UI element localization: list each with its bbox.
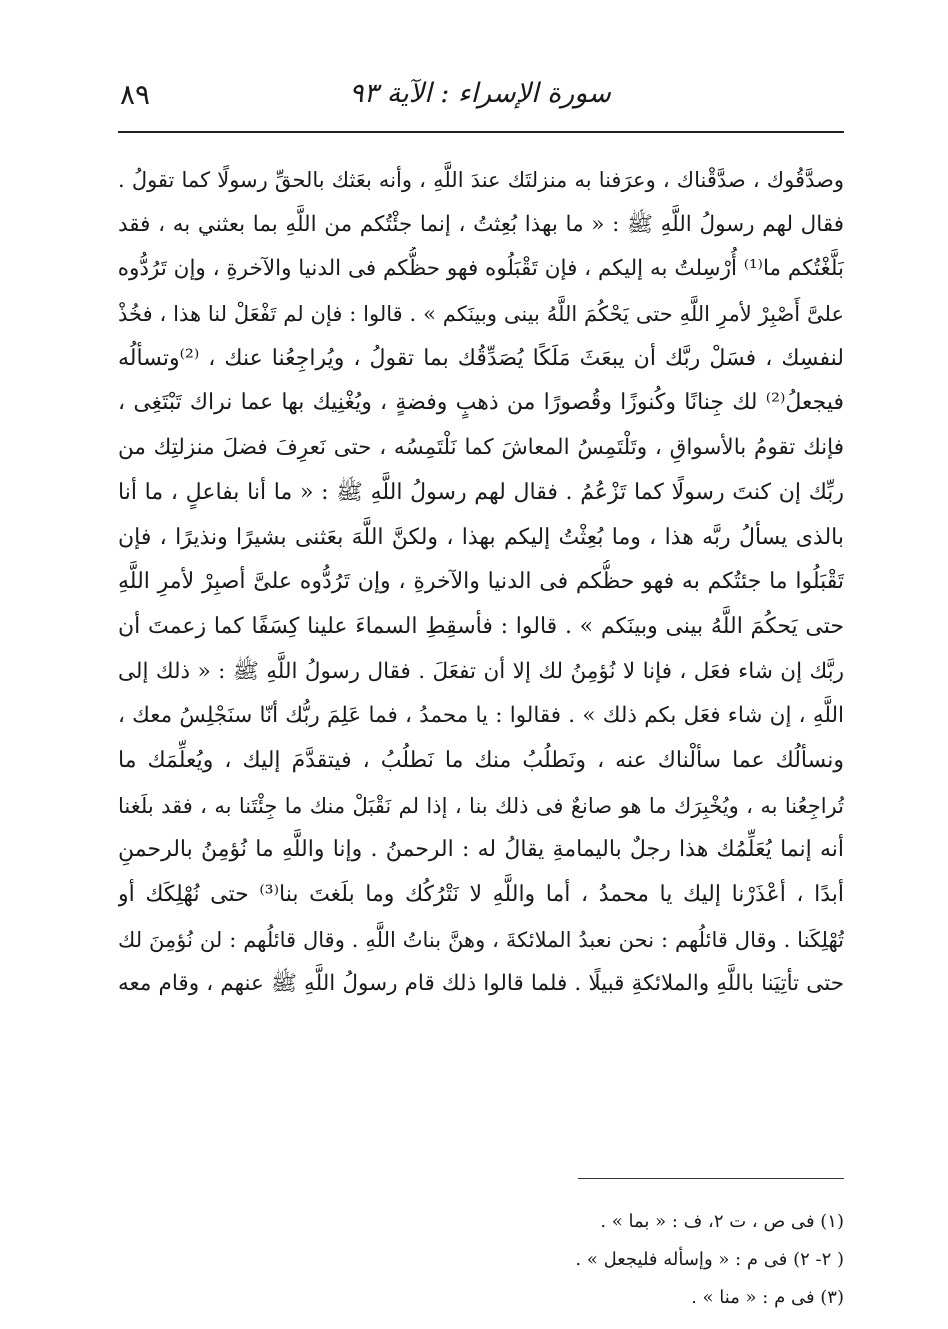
page-header: [120, 78, 840, 118]
footnote: (٣) فى م : « منا » .: [691, 1287, 844, 1308]
body-line: وصدَّقُوك ، صدَّقْناك ، وعرَفنا به منزلتَك عندَ اللَّهِ ، وأنه بعَثك بالحقِّ رسولًا كما تقولُ .: [118, 168, 844, 192]
body-line: لنفسِك ، فسَلْ ربَّك أن يبعَثَ مَلَكًا يُصَدِّقُك بما تقولُ ، ويُراجِعُنا عنك ، ⁽²⁾وتسألُه: [118, 345, 844, 371]
body-text: [118, 158, 844, 1007]
footnotes: [118, 1203, 844, 1317]
body-line: حتى يَحكُمَ اللَّهُ بينى وبينَكم » . قالوا : فأسقِطِ السماءَ علينا كِسَفًا كما زعمتَ أن: [118, 613, 844, 639]
body-line: تَقْبَلُوا ما جئتُكم به فهو حظُّكم فى الدنيا والآخرةِ ، وإن تَرُدُّوه علىَّ أصبِرْ لأمرِ اللَّهِ: [118, 569, 844, 595]
body-line: تُهْلِكَنا . وقال قائلُهم : نحن نعبدُ الملائكةَ ، وهنَّ بناتُ اللَّهِ . وقال قائلُهم : لن نُؤمِنَ لك: [118, 927, 844, 952]
body-line: تُراجِعُنا به ، ويُخْبِرَك ما هو صانعٌ فى ذلك بنا ، إذا لم نَقْبَلْ منك ما جِئْتَنا به ، فقد بلَغنا: [118, 793, 844, 818]
running-title: سورة الإسراء : الآية ٩٣: [349, 78, 611, 109]
body-line: ربَّك إن شاء فعَل ، فإنا لا نُؤمِنُ لك إلا أن تفعَلَ . فقال رسولُ اللَّهِ ﷺ : « ذلك إلى: [118, 658, 844, 684]
body-line: بالذى يسألُ ربَّه هذا ، وما بُعِثْتُ إليكم بهذا ، ولكنَّ اللَّهَ بعَثنى بشيرًا ونذيرًا ، فإن: [118, 524, 844, 550]
body-line: ونسألُك عما سألْناك عنه ، ونَطلُبُ منك ما نَطلُبُ ، فيتقدَّمَ إليك ، ويُعلِّمَك ما: [118, 747, 844, 773]
body-line: فقال لهم رسولُ اللَّهِ ﷺ : « ما بهذا بُعِثتُ ، إنما جئْتُكم من اللَّهِ بما بعثني به ، فقد: [118, 211, 844, 237]
page-number: ٨٩: [120, 78, 151, 111]
body-line: أبدًا ، أعْذَرْنا إليك يا محمدُ ، أما واللَّهِ لا نَتْرُكُك وما بلَغتَ بنا⁽³⁾ حتى نُهْلِكَك أو: [118, 882, 844, 907]
body-line: ربِّك إن كنتَ رسولًا كما تَزْعُمُ . فقال لهم رسولُ اللَّهِ ﷺ : « ما أنا بفاعلٍ ، ما أنا: [118, 479, 844, 505]
body-line: علىَّ أَصْبِرْ لأمرِ اللَّهِ حتى يَحْكُمَ اللَّهُ بينى وبينَكم » . قالوا : فإن لم تَفْعَلْ لنا هذا ، فخُذْ: [118, 302, 844, 327]
body-line: حتى تأتِيَنا باللَّهِ والملائكةِ قبيلًا . فلما قالوا ذلك قام رسولُ اللَّهِ ﷺ عنهم ، وقام معه: [118, 971, 844, 997]
body-line: فإنك تقومُ بالأسواقِ ، وتَلْتَمِسُ المعاشَ كما نَلْتَمِسُه ، حتى نَعرِفَ فضلَ منزلتِك من: [118, 435, 844, 461]
footnote: (١) فى ص ، ت ٢، ف : « بما » .: [600, 1211, 844, 1232]
footnote: ( ٢- ٢) فى م : « وإسأله فليجعل » .: [575, 1249, 844, 1270]
body-line: اللَّهِ ، إن شاء فعَل بكم ذلك » . فقالوا : يا محمدُ ، فما عَلِمَ ربُّك أنّا سنَجْلِسُ معك ،: [118, 703, 844, 729]
body-line: بَلَّغْتُكم ما⁽¹⁾ أُرْسِلتُ به إليكم ، فإن تَقْبَلُوه فهو حظُّكم فى الدنيا والآخرةِ ، وإن تَرُدُّوه: [118, 256, 844, 282]
body-line: فيجعلُ⁽²⁾ لك جِنانًا وكُنوزًا وقُصورًا من ذهبٍ وفضةٍ ، ويُغْنِيك بها عما نراك تَبْتَغِى ،: [118, 390, 844, 416]
body-line: أنه إنما يُعَلِّمُك هذا رجلٌ باليمامةِ يقالُ له : الرحمنُ . وإنا واللَّهِ ما نُؤمِنُ بالرحمنِ: [118, 837, 844, 863]
header-rule: [118, 131, 844, 133]
footnote-rule: [578, 1178, 844, 1179]
